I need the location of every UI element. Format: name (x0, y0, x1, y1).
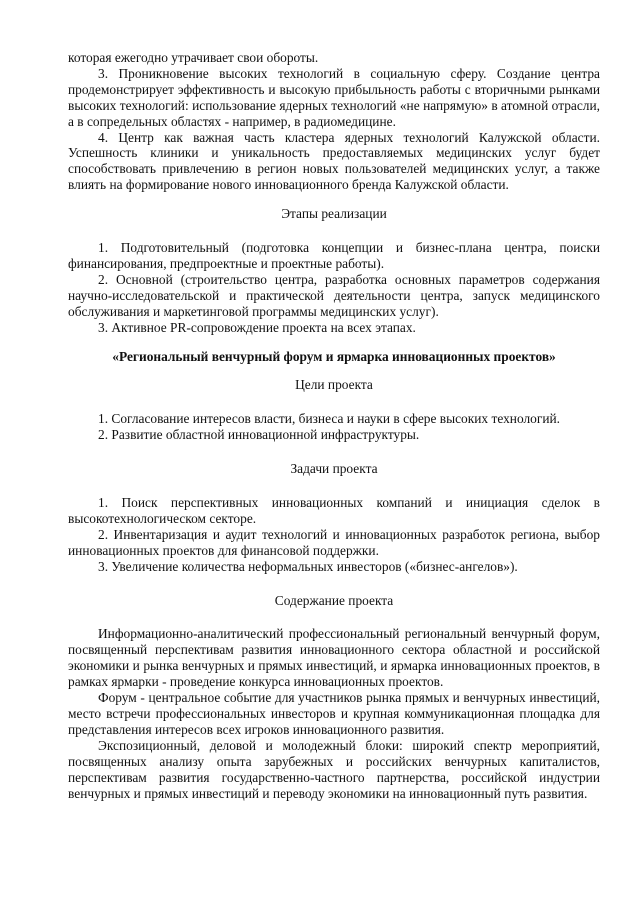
intro-point-3: 3. Проникновение высоких технологий в социальную сферу. Создание центра продемонстрирует эффективность и высокую прибыльность работы с вторичными рынками высоких технологий: использование ядерных технологий «не напрямую» в атомной отрасли, а в сопредельных областях - например, в радиомедицине. (68, 65, 600, 129)
task-item-1: 1. Поиск перспективных инновационных компаний и инициация сделок в высокотехнологическом секторе. (68, 495, 600, 526)
goal-item-2: 2. Развитие областной инновационной инфраструктуры. (98, 427, 420, 443)
goals-heading: Цели проекта (295, 377, 373, 393)
document-page (68, 50, 600, 801)
intro-continuation: которая ежегодно утрачивает свои обороты. (68, 50, 319, 65)
tasks-heading: Задачи проекта (290, 461, 378, 477)
project-title: «Региональный венчурный форум и ярмарка инновационных проектов» (112, 348, 556, 364)
task-item-3: 3. Увеличение количества неформальных инвесторов («бизнес-ангелов»). (98, 558, 518, 574)
stage-item-2: 2. Основной (строительство центра, разработка основных параметров содержания научно-исследовательской и практической деятельности центра, запуск медицинского обслуживания и маркетинговой программы медицинских услуг). (68, 271, 600, 319)
stages-heading: Этапы реализации (281, 206, 387, 222)
intro-point-4: 4. Центр как важная часть кластера ядерных технологий Калужской области. Успешность клиники и уникальность предоставляемых медицинских услуг будет способствовать привлечению в регион новых пользователей медицинских услуг, а также влиять на формирование нового инновационного бренда Калужской области. (68, 129, 600, 193)
content-paragraph-2: Форум - центральное событие для участников рынка прямых и венчурных инвестиций, место встречи профессиональных инвесторов и крупная коммуникационная площадка для представления интересов всех игроков инновационного развития. (68, 690, 600, 737)
stage-item-3: 3. Активное PR-сопровождение проекта на всех этапах. (98, 319, 416, 335)
content-paragraph-3: Экспозиционный, деловой и молодежный блоки: широкий спектр мероприятий, посвященных анализу опыта зарубежных и российских венчурных капиталистов, перспективам развития государственно-частного партнерства, российской индустрии венчурных и прямых инвестиций и переводу экономики на инновационный путь развития. (68, 737, 600, 801)
goal-item-1: 1. Согласование интересов власти, бизнеса и науки в сфере высоких технологий. (98, 411, 561, 427)
stage-item-1: 1. Подготовительный (подготовка концепции и бизнес-плана центра, поиски финансирования, предпроектные и проектные работы). (68, 240, 600, 271)
content-paragraph-1: Информационно-аналитический профессиональный региональный венчурный форум, посвященный перспективам развития инновационного сектора областной и российской экономики и рынка венчурных и прямых инвестиций, и ярмарка инновационных проектов, в рамках ярмарки - проведение конкурса инновационных проектов. (68, 626, 600, 690)
content-heading: Содержание проекта (274, 592, 394, 608)
task-item-2: 2. Инвентаризация и аудит технологий и инновационных разработок региона, выбор инновационных проектов для финансовой поддержки. (68, 526, 600, 558)
